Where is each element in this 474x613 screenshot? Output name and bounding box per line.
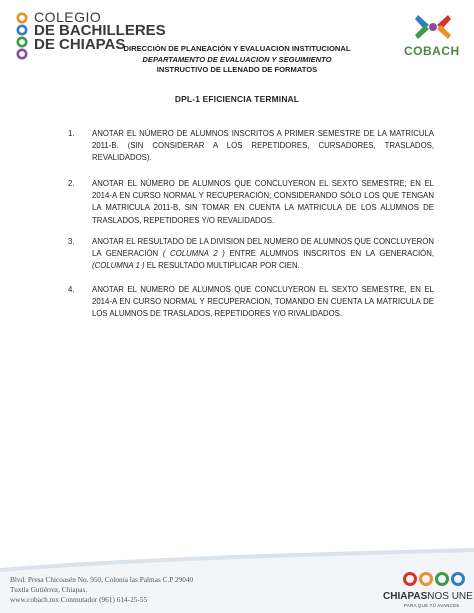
chiapas-brand (383, 591, 473, 602)
column-1-reference: (COLUMNA 1 ) (92, 261, 145, 271)
header-instructive: INSTRUCTIVO DE LLENADO DE FORMATOS (156, 65, 318, 74)
document-header (0, 44, 474, 76)
footer-address (10, 575, 193, 605)
list-item (68, 236, 434, 273)
cobach-logo-word: COBACH (404, 44, 460, 58)
address-line-2: Tuxtla Gutiérrez, Chiapas. (10, 585, 88, 594)
header-department: DEPARTAMENTO DE EVALUACION Y SEGUIMIENTO (142, 54, 332, 64)
list-item-text: ANOTAR EL NÚMERO DE ALUMNOS QUE CONCLUYERON EL SEXTO SEMESTRE; EN EL 2014-A EN CURSO NORMAL Y RECUPERACIÓN; CONSIDERANDO SÓLO LOS QUE TENGAN LA MATRICULA 2011-B, SIN TOMAR EN CUENTA LA MATRICULA DE LOS ALUMNOS DE TRASLADOS, REPETIDORES Y/O REVALIDADOS. (92, 179, 434, 225)
logo-line-3: DE CHIAPAS (34, 36, 126, 53)
address-line-3: www.cobach.mx Conmutador (961) 614-25-55 (10, 595, 148, 604)
item-text-part: ENTRE ALUMNOS INSCRITOS EN LA GENERACIÓN, (224, 249, 435, 259)
item-text-part: ANOTAR EL RESULTADO DE LA DIVISION DEL NUMERO DE ALUMNOS QUE CONCLUYERON LA GENERACIÓN (92, 237, 434, 259)
logo-line-2: DE BACHILLERES (34, 22, 166, 39)
list-item-number: 1. (68, 129, 75, 138)
address-line-1: Blvd. Presa Chicoasén No. 950, Colonia las Palmas C.P 29040 (10, 575, 194, 584)
list-item (68, 128, 434, 165)
logo-line-1: COLEGIO (34, 9, 102, 25)
list-item (68, 178, 434, 227)
brand-light: NOS UNE (427, 591, 473, 602)
brand-bold: CHIAPAS (383, 591, 428, 602)
list-item-number: 2. (68, 179, 75, 188)
document-title: DPL-1 EFICIENCIA TERMINAL (174, 94, 300, 104)
list-item-text: ANOTAR EL NÚMERO DE ALUMNOS INSCRITOS A PRIMER SEMESTRE DE LA MATRICULA 2011-B. (SIN CONSIDERAR A LOS REPETIDORES, CURSADORES, TRASLADOS, REVALIDADOS). (92, 129, 434, 163)
list-item-number: 3. (68, 237, 75, 246)
item-text-part: EL RESULTADO MULTIPLICAR POR CIEN. (144, 261, 300, 271)
column-2-reference: ( COLUMNA 2 ) (162, 249, 225, 259)
list-item-number: 4. (68, 285, 75, 294)
header-direction: DIRECCIÓN DE PLANEACIÓN Y EVALUACION INSTITUCIONAL (123, 44, 351, 53)
list-item-text (92, 236, 434, 273)
chiapas-rings-icon (402, 570, 466, 588)
list-item (68, 284, 434, 321)
brand-slogan: PARA QUE TÚ AVANCES (404, 603, 460, 608)
cobach-logo-icon (414, 12, 452, 42)
list-item-text: ANOTAR EL NUMERO DE ALUMNOS QUE CONCLUYERON EL SEXTO SEMESTRE, EN EL 2014-A EN CURSO NORMAL Y RECUPERACION, TOMANDO EN CUENTA LA MATRICULA DE LOS ALUMNOS DE TRASLADOS, REPETIDORES Y/O RIVALIDADOS. (92, 285, 434, 319)
